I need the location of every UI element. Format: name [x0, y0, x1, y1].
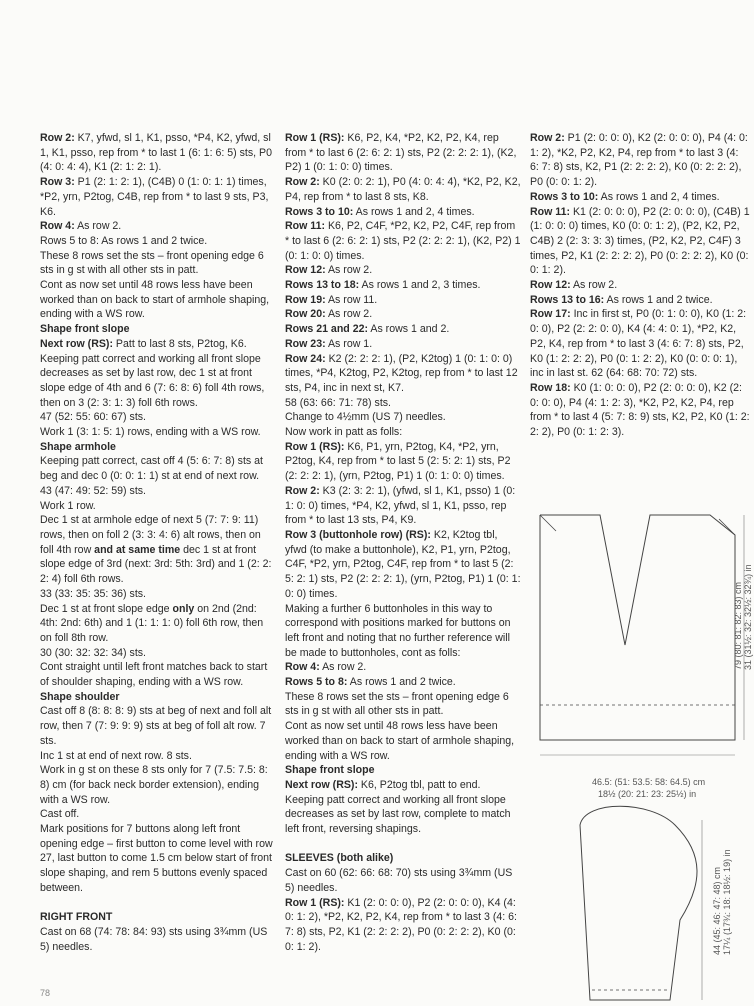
- instruction-line: [40, 454, 275, 483]
- instruction-text: As row 11.: [325, 293, 378, 306]
- row-label: Row 3 (buttonhole row) (RS):: [285, 528, 431, 541]
- instruction-line: [285, 778, 522, 793]
- row-label: Row 2:: [530, 132, 565, 144]
- instruction-line: [40, 925, 275, 954]
- row-label: Next row (RS):: [285, 778, 358, 791]
- row-label: Row 2:: [285, 484, 320, 497]
- instruction-line: [40, 910, 275, 925]
- instruction-text: Keeping patt correct, cast off 4 (5: 6: 7: 8) sts at beg and dec 0 (0: 0: 1: 1) st at end of next row.: [40, 455, 263, 483]
- section-heading: Shape armhole: [40, 440, 116, 453]
- instruction-text: 58 (63: 66: 71: 78) sts.: [285, 396, 391, 409]
- instruction-text: As rows 1 and 2, 4 times.: [598, 190, 720, 203]
- row-label: Row 18:: [530, 381, 571, 394]
- instruction-line: [530, 307, 750, 381]
- instruction-text: As rows 1 and 2 twice.: [347, 676, 456, 689]
- body-length-cm: 79 (80: 81: 82: 83) cm: [733, 581, 743, 670]
- instruction-line: [40, 704, 275, 748]
- instruction-text: 33 (33: 35: 35: 36) sts.: [40, 587, 146, 600]
- row-label: Row 4:: [285, 661, 320, 674]
- row-label: Rows 13 to 18:: [285, 279, 360, 292]
- instruction-text: Inc 1 st at end of next row. 8 sts.: [40, 749, 192, 762]
- instruction-text: Cast off 8 (8: 8: 8: 9) sts at beg of next and foll alt row, then 7 (7: 9: 9: 9) sts at beg of foll alt row. 7 sts.: [40, 705, 272, 747]
- instruction-line: [40, 440, 275, 455]
- instruction-text: Patt to last 8 sts, P2tog, K6.: [112, 337, 247, 350]
- instruction-text: K2 (2: 2: 2: 1), (P2, K2tog) 1 (0: 1: 0: 0) times, *P4, K2tog, P2, K2tog, rep from * to last 12 sts, P4, inc in next st, K7.: [285, 352, 518, 394]
- instruction-text: K6, P1, yrn, P2tog, K4, *P2, yrn, P2tog, K4, rep from * to last 5 (2: 5: 2: 1) sts, P2 (2: 2: 2: 1), (yrn, P2tog, P1) 1 (0: 1: 0: 0) times.: [285, 440, 511, 483]
- instruction-text: Keeping patt correct and working all front slope decreases as set by last row, dec 1 st at front slope edge of 4th and 6 (7: 6: 8: 6) foll 4th rows, then on 3 (2: 3: 1: 3) foll 6th rows.: [40, 352, 265, 409]
- instruction-text: Cast off.: [40, 808, 80, 821]
- row-label: Rows 5 to 8:: [285, 676, 348, 689]
- instruction-text: K0 (1: 0: 0: 0), P2 (2: 0: 0: 0), K2 (2: 0: 0: 0), P4 (4: 1: 2: 3), *K2, P2, K2, P4, rep from * to last 4 (5: 7: 8: 9) sts, K2, P2, K0 (1: 2: 2: 2), P0 (0: 1: 2: 3).: [530, 381, 750, 439]
- instruction-text: Dec 1 st at front slope edge: [40, 602, 173, 615]
- instruction-text: K0 (2: 0: 2: 1), P0 (4: 0: 4: 4), *K2, P2, K2, P4, rep from * to last 8 sts, K8.: [285, 176, 521, 203]
- row-label: Row 12:: [530, 279, 571, 292]
- instruction-line: [285, 205, 522, 220]
- instruction-text: Work in g st on these 8 sts only for 7 (7.5: 7.5: 8: 8) cm (for back neck border extension), ending with a WS row.: [40, 764, 268, 806]
- section-heading: Shape shoulder: [40, 690, 120, 703]
- instruction-line: [285, 337, 522, 352]
- emphasis-text: only: [172, 602, 195, 615]
- instruction-line: [40, 660, 275, 689]
- instruction-line: [285, 396, 522, 411]
- instruction-text: Mark positions for 7 buttons along left front opening edge – first button to come level with row 27, last button to come 1.5 cm below start of front slope shaping, and rem 5 buttons evenly spaced between.: [40, 823, 273, 894]
- row-label: Row 1 (RS):: [285, 896, 345, 909]
- instruction-line: [40, 602, 275, 646]
- row-label: Rows 13 to 16:: [530, 293, 605, 306]
- body-outline: [530, 505, 750, 765]
- instruction-text: As rows 1 and 2, 4 times.: [353, 205, 475, 218]
- instruction-text: As rows 1 and 2 twice.: [604, 293, 713, 306]
- instruction-text: 30 (30: 32: 32: 34) sts.: [40, 646, 146, 659]
- pattern-column-left: [40, 131, 275, 954]
- instruction-line: [40, 175, 275, 219]
- instruction-line: [40, 131, 275, 175]
- instruction-line: [285, 425, 522, 440]
- body-width-cm: 46.5: (51: 53.5: 58: 64.5) cm: [592, 777, 706, 787]
- instruction-text: As row 2.: [325, 264, 373, 277]
- pattern-column-middle: [285, 131, 522, 954]
- instruction-text: As row 2.: [325, 308, 373, 321]
- row-label: Row 1 (RS):: [285, 440, 345, 453]
- instruction-line: [285, 484, 522, 528]
- instruction-text: P1 (2: 0: 0: 0), K2 (2: 0: 0: 0), P4 (4: 0: 1: 2), *K2, P2, K2, P4, rep from * to last 3 (4: 6: 7: 8) sts, K2, P1 (2: 2: 2: 2), K0 (0: 2: 2: 2), P0 (0: 0: 1: 2).: [530, 132, 748, 189]
- instruction-line: [40, 513, 275, 587]
- section-heading: Shape front slope: [40, 323, 130, 336]
- instruction-line: [40, 587, 275, 602]
- instruction-line: [285, 410, 522, 425]
- instruction-line: [285, 763, 522, 778]
- row-label: Row 20:: [285, 308, 326, 321]
- instruction-line: [285, 602, 522, 661]
- instruction-text: Cast on 60 (62: 66: 68: 70) sts using 3¾mm (US 5) needles.: [285, 867, 513, 894]
- instruction-text: Cont as now set until 48 rows less have been worked than on back to start of armhole shaping, ending with a WS row.: [40, 279, 270, 321]
- instruction-line: [40, 249, 275, 278]
- instruction-text: dec 1 st at front slope edge of 3rd (next: 3rd: 5th: 3rd) and 1 (2: 2: 2: 4) foll 6th rows.: [40, 543, 272, 586]
- instruction-line: [285, 131, 522, 175]
- instruction-text: As rows 1 and 2.: [368, 323, 450, 336]
- instruction-text: K2, K2tog tbl, yfwd (to make a buttonhole), K2, P1, yrn, P2tog, C4F, *P2, yrn, P2tog, C4F, rep from * to last 5 (2: 5: 2: 1) sts, P2 (2: 2: 2: 1), (yrn, P2tog, P1) 1 (0: 1: 0: 0) times.: [285, 528, 521, 600]
- instruction-text: P1 (2: 1: 2: 1), (C4B) 0 (1: 0: 1: 1) times, *P2, yrn, P2tog, C4B, rep from * to last 9 sts, P3, K6.: [40, 176, 269, 218]
- body-width-in: 18½ (20: 21: 23: 25½) in: [598, 789, 697, 799]
- instruction-line: [285, 896, 522, 955]
- instruction-line: [40, 219, 275, 234]
- instruction-text: As row 2.: [570, 279, 618, 292]
- instruction-text: Inc in first st, P0 (0: 1: 0: 0), K0 (1: 2: 0: 0), P2 (2: 2: 0: 0), K4 (4: 4: 0: 1), *P2, K2, P2, K4, rep from * to last 3 (4: 6: 7: 8) sts, P2, K0 (1: 2: 2: 2), P0 (0: 1: 2: 2), K0 (0: 0: 0: 1), inc in last st. 62 (64: 68: 70: 72) sts.: [530, 308, 747, 380]
- instruction-line: [40, 499, 275, 514]
- instruction-text: Work 1 row.: [40, 499, 96, 512]
- instruction-line: [285, 675, 522, 690]
- instruction-line: [40, 646, 275, 661]
- instruction-text: Cont as now set until 48 rows less have been worked than on back to start of armhole shaping, ending with a WS row.: [285, 720, 515, 762]
- row-label: Row 3:: [40, 176, 75, 189]
- page-number: 78: [40, 988, 51, 998]
- sleeve-schematic: [530, 815, 750, 1005]
- pattern-column-right: [530, 131, 750, 440]
- row-label: Row 17:: [530, 308, 571, 321]
- instruction-line: [285, 793, 522, 837]
- instruction-text: Work 1 (3: 1: 5: 1) rows, ending with a WS row.: [40, 426, 261, 439]
- row-label: Row 1 (RS):: [285, 132, 345, 144]
- instruction-text: Now work in patt as folls:: [285, 426, 403, 439]
- row-label: Rows 21 and 22:: [285, 323, 369, 336]
- instruction-text: These 8 rows set the sts – front opening edge 6 sts in g st with all other sts in patt.: [285, 690, 509, 718]
- instruction-line: [40, 822, 275, 896]
- instruction-text: K3 (2: 3: 2: 1), (yfwd, sl 1, K1, psso) 1 (0: 1: 0: 0) times, *P4, K2, yfwd, sl 1, K1, psso, rep from * to last 13 sts, P4, K9.: [285, 484, 516, 527]
- instruction-line: [530, 205, 750, 279]
- instruction-line: [285, 660, 522, 675]
- instruction-line: [285, 263, 522, 278]
- instruction-line: [285, 278, 522, 293]
- instruction-line: [40, 425, 275, 440]
- instruction-text: K1 (2: 0: 0: 0), P2 (2: 0: 0: 0), (C4B) 1 (1: 0: 0: 0) times, K0 (0: 0: 1: 2), (P2, K2, P2, C4B) 2 (2: 3: 3: 3) times, (P2, K2, P2, C4F) 3 times, P2, K1 (2: 2: 2: 2), P0 (0: 2: 2: 2), K0 (0: 0: 1: 2).: [530, 205, 750, 277]
- instruction-text: K7, yfwd, sl 1, K1, psso, *P4, K2, yfwd, sl 1, K1, psso, rep from * to last 1 (6: 1: 6: 5) sts, P0 (4: 0: 4: 4), K1 (2: 1: 2: 1).: [40, 132, 272, 174]
- instruction-line: [40, 278, 275, 322]
- instruction-line: [40, 763, 275, 807]
- instruction-line: [40, 807, 275, 822]
- instruction-text: These 8 rows set the sts – front opening edge 6 sts in g st with all other sts in patt.: [40, 249, 264, 277]
- instruction-line: [285, 219, 522, 263]
- row-label: Row 11:: [285, 220, 326, 233]
- instruction-text: Keeping patt correct and working all front slope decreases as set by last row, complete to match left front, reversing shapings.: [285, 793, 511, 836]
- instruction-line: [285, 352, 522, 396]
- instruction-line: [40, 690, 275, 705]
- instruction-line: [530, 278, 750, 293]
- instruction-line: [285, 322, 522, 337]
- instruction-text: Rows 5 to 8: As rows 1 and 2 twice.: [40, 234, 208, 247]
- instruction-text: K1 (2: 0: 0: 0), P2 (2: 0: 0: 0), K4 (4: 0: 1: 2), *P2, K2, P2, K4, rep from * to last 3 (4: 6: 7: 8) sts, P2, K1 (2: 2: 2: 2), P0 (0: 2: 2: 2), K0 (0: 0: 1: 2).: [285, 896, 517, 953]
- row-label: Row 2:: [285, 176, 320, 189]
- row-label: Row 24:: [285, 352, 326, 365]
- instruction-text: 43 (47: 49: 52: 59) sts.: [40, 484, 146, 497]
- row-label: Row 11:: [530, 205, 571, 218]
- row-label: Rows 3 to 10:: [285, 205, 354, 218]
- instruction-line: [285, 719, 522, 763]
- instruction-text: K6, P2, K4, *P2, K2, P2, K4, rep from * to last 6 (2: 6: 2: 1) sts, P2 (2: 2: 2: 1), (K2, P2) 1 (0: 1: 0: 0) times.: [285, 132, 517, 174]
- instruction-line: [40, 322, 275, 337]
- instruction-text: on 2nd (2nd: 4th: 2nd: 6th) and 1 (1: 1: 1: 0) foll 6th row, then on foll 8th row.: [40, 602, 264, 644]
- row-label: Row 2:: [40, 132, 75, 144]
- section-heading: SLEEVES (both alike): [285, 852, 394, 865]
- sleeve-length-cm: 44 (45: 46: 47: 48) cm: [712, 866, 722, 955]
- instruction-text: Cast on 68 (74: 78: 84: 93) sts using 3¾mm (US 5) needles.: [40, 925, 268, 953]
- instruction-text: Dec 1 st at armhole edge of next 5 (7: 7: 9: 11) rows, then on foll 2 (3: 3: 4: 6) alt rows, then on foll 4th row: [40, 514, 261, 556]
- row-label: Row 12:: [285, 264, 326, 277]
- body-schematic: [530, 505, 753, 799]
- body-length-in: 31 (31½: 32: 32½: 32¾) in: [743, 564, 753, 670]
- instruction-line: [40, 234, 275, 249]
- instruction-line: [530, 131, 750, 190]
- instruction-text: 47 (52: 55: 60: 67) sts.: [40, 411, 146, 424]
- instruction-line: [285, 851, 522, 866]
- instruction-line: [285, 690, 522, 719]
- instruction-line: [530, 293, 750, 308]
- instruction-line: [40, 484, 275, 499]
- instruction-line: [285, 528, 522, 602]
- instruction-line: [530, 381, 750, 440]
- instruction-line: [285, 293, 522, 308]
- instruction-text: Making a further 6 buttonholes in this way to correspond with positions marked for buttons on left front and noting that no further reference will be made to buttonholes, cont as folls:: [285, 602, 511, 659]
- instruction-line: [40, 749, 275, 764]
- instruction-text: Cont straight until left front matches back to start of shoulder shaping, ending with a WS row.: [40, 661, 268, 689]
- row-label: Rows 3 to 10:: [530, 190, 599, 203]
- instruction-line: [285, 175, 522, 204]
- instruction-text: As row 2.: [319, 661, 367, 674]
- instruction-text: Change to 4½mm (US 7) needles.: [285, 411, 446, 424]
- instruction-text: As row 1.: [325, 337, 373, 350]
- row-label: Row 23:: [285, 337, 326, 350]
- instruction-line: [285, 307, 522, 322]
- instruction-text: K6, P2, C4F, *P2, K2, P2, C4F, rep from * to last 6 (2: 6: 2: 1) sts, P2 (2: 2: 2: 1), (K2, P2) 1 (0: 1: 0: 0) times.: [285, 220, 521, 262]
- instruction-text: As row 2.: [74, 220, 122, 233]
- emphasis-text: and at same time: [94, 543, 181, 556]
- instruction-line: [285, 440, 522, 484]
- row-label: Next row (RS):: [40, 337, 113, 350]
- instruction-text: K6, P2tog tbl, patt to end.: [357, 778, 481, 791]
- section-heading: RIGHT FRONT: [40, 911, 113, 924]
- sleeve-length-in: 17¼ (17¾: 18: 18½: 19) in: [722, 849, 732, 955]
- row-label: Row 4:: [40, 220, 75, 233]
- section-heading: Shape front slope: [285, 764, 375, 777]
- instruction-line: [530, 190, 750, 205]
- instruction-text: As rows 1 and 2, 3 times.: [359, 279, 481, 292]
- row-label: Row 19:: [285, 293, 326, 306]
- instruction-line: [285, 866, 522, 895]
- instruction-line: [40, 352, 275, 411]
- instruction-line: [40, 410, 275, 425]
- instruction-line: [40, 337, 275, 352]
